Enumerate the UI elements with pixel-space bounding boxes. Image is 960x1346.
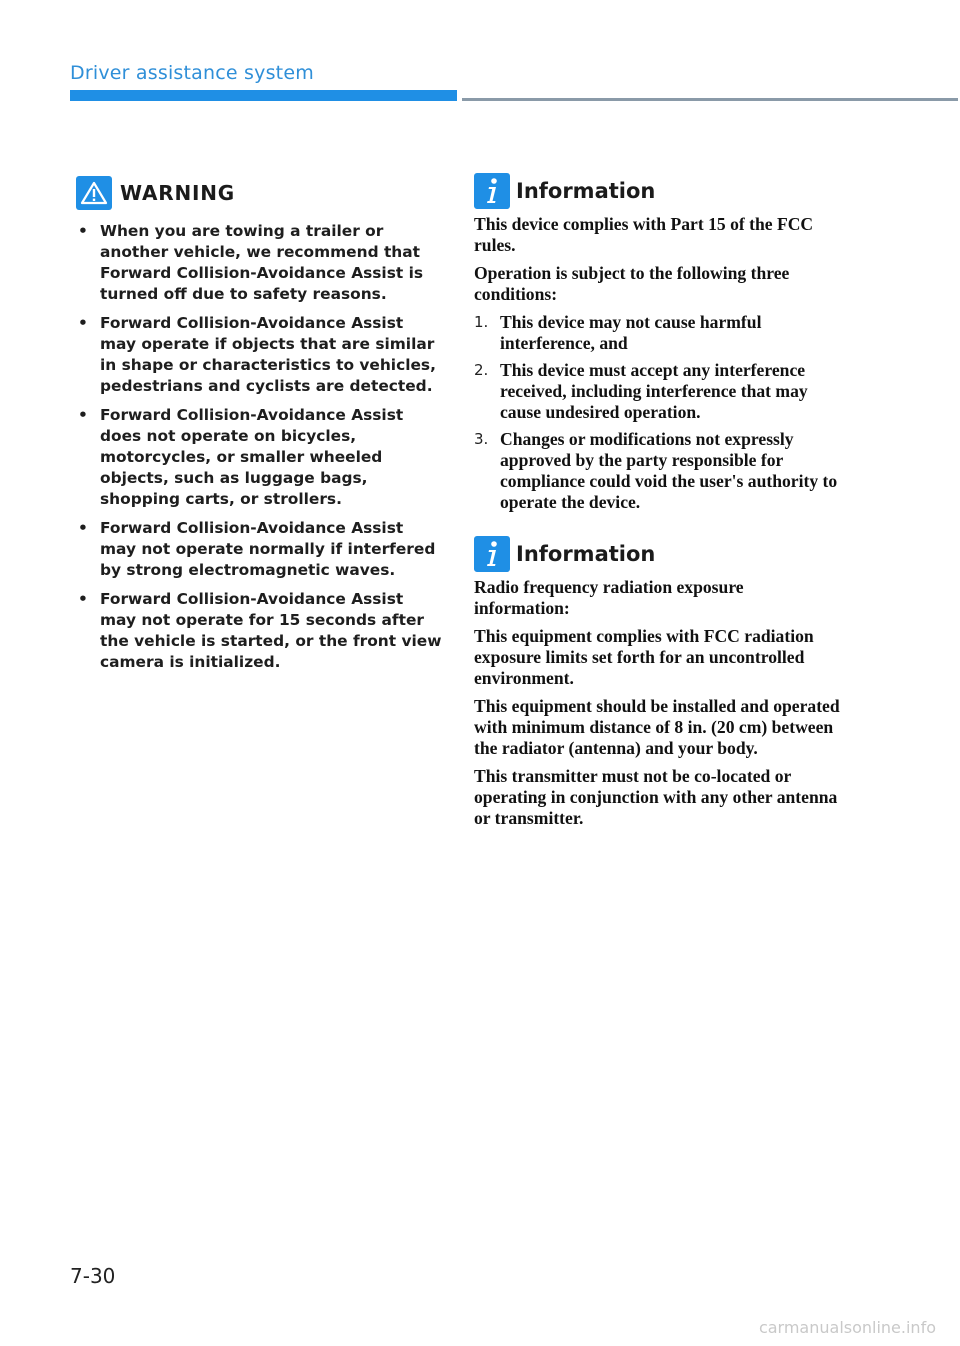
info-header <box>474 535 840 573</box>
list-number: 2. <box>474 361 489 379</box>
warning-item-text: Forward Collision-Avoidance Assist may operate if objects that are similar in shape or characteristics to vehicles, pedestrians and cyclists are detected. <box>100 314 436 395</box>
warning-item-text: Forward Collision-Avoidance Assist may not operate normally if interfered by strong electromagnetic waves. <box>100 519 436 579</box>
bullet: • <box>78 314 88 332</box>
warning-triangle-icon <box>76 176 112 210</box>
warning-header <box>76 175 442 211</box>
info-paragraph: This equipment should be installed and operated with minimum distance of 8 in. (20 cm) between the radiator (antenna) and your body. <box>474 696 840 758</box>
list-item <box>76 221 442 305</box>
watermark: carmanualsonline.info <box>758 1318 936 1337</box>
info-header <box>474 172 840 210</box>
list-item <box>474 360 840 423</box>
list-item <box>76 313 442 397</box>
list-item <box>76 405 442 510</box>
list-item <box>76 518 442 581</box>
warning-item-text: Forward Collision-Avoidance Assist does not operate on bicycles, motorcycles, or smaller wheeled objects, such as luggage bags, shopping carts, or strollers. <box>100 406 404 508</box>
condition-text: Changes or modifications not expressly approved by the party responsible for compliance could void the user's authority to operate the device. <box>500 429 838 512</box>
condition-text: This device must accept any interference received, including interference that may cause undesired operation. <box>500 360 808 422</box>
info-title: Information <box>516 542 656 566</box>
warning-title: WARNING <box>120 181 235 205</box>
bullet: • <box>78 406 88 424</box>
list-item <box>474 429 840 513</box>
info-block-fcc <box>474 172 840 513</box>
info-title: Information <box>516 179 656 203</box>
info-paragraph: This transmitter must not be co-located or operating in conjunction with any other antenna or transmitter. <box>474 766 838 828</box>
info-paragraph: Operation is subject to the following three conditions: <box>474 263 790 304</box>
list-number: 3. <box>474 430 489 448</box>
info-icon <box>474 173 510 209</box>
info-paragraph: This equipment complies with FCC radiation exposure limits set forth for an uncontrolled environment. <box>474 626 814 688</box>
warning-item-text: Forward Collision-Avoidance Assist may not operate for 15 seconds after the vehicle is started, or the front view camera is initialized. <box>100 590 442 671</box>
list-item <box>76 589 442 673</box>
condition-text: This device may not cause harmful interference, and <box>500 312 762 353</box>
header-rule-blue <box>70 90 457 101</box>
header-rule-gray <box>462 98 958 101</box>
section-title: Driver assistance system <box>70 62 314 84</box>
info-icon <box>474 536 510 572</box>
warning-box <box>76 175 442 681</box>
bullet: • <box>78 590 88 608</box>
info-paragraph: Radio frequency radiation exposure information: <box>474 577 744 618</box>
conditions-list <box>474 312 840 513</box>
warning-item-text: When you are towing a trailer or another vehicle, we recommend that Forward Collision-Avoidance Assist is turned off due to safety reasons. <box>100 222 424 303</box>
list-number: 1. <box>474 313 489 331</box>
bullet: • <box>78 519 88 537</box>
information-column <box>474 172 840 836</box>
info-block-rf <box>474 535 840 829</box>
bullet: • <box>78 222 88 240</box>
warning-list <box>76 221 442 673</box>
page-number: 7-30 <box>70 1264 116 1288</box>
list-item <box>474 312 840 354</box>
info-paragraph: This device complies with Part 15 of the FCC rules. <box>474 214 814 255</box>
